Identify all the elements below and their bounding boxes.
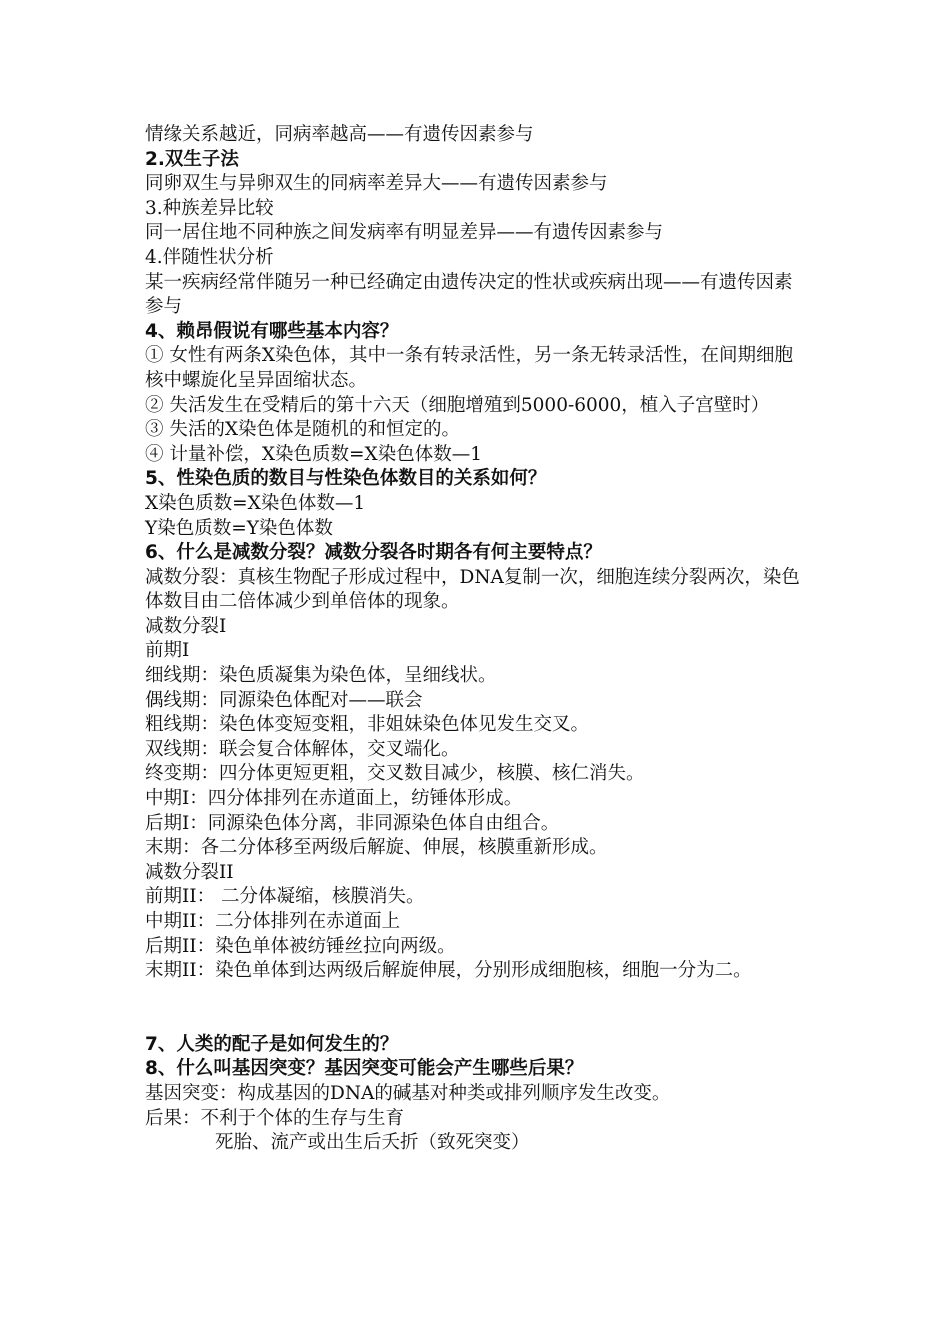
section-heading: 4、赖昂假说有哪些基本内容？ [145,320,399,342]
body-paragraph: 减数分裂：真核生物配子形成过程中，DNA复制一次，细胞连续分裂两次，染色体数目由二倍体减少到单倍体的现象。 [145,566,800,613]
section-heading: 7、人类的配子是如何发生的？ [145,1033,399,1055]
body-line: 偶线期：同源染色体配对——联会 [145,689,423,711]
body-line: ④ 计量补偿，X染色质数=X染色体数—1 [145,443,482,465]
body-line: 减数分裂Ⅰ [145,615,227,637]
body-paragraph: 末期II：染色单体到达两级后解旋伸展，分别形成细胞核，细胞一分为二。 [145,960,752,982]
body-line: 中期Ⅰ：四分体排列在赤道面上，纺锤体形成。 [145,788,523,810]
body-line: 中期II：二分体排列在赤道面上 [145,911,401,932]
body-paragraph: ① 女性有两条X染色体，其中一条有转录活性，另一条无转录活性，在间期细胞核中螺旋化呈异固缩状态。 [145,345,794,391]
blank-gap [145,984,810,1033]
body-paragraph: ② 失活发生在受精后的第十六天（细胞增殖到5000-6000，植入子宫壁时） [145,394,770,416]
body-line: 情缘关系越近，同病率越高——有遗传因素参与 [145,124,534,145]
body-line: 同卵双生与异卵双生的同病率差异大——有遗传因素参与 [145,173,608,195]
body-line: 双线期：联会复合体解体，交叉端化。 [145,738,460,760]
body-line: 前期II： 二分体凝缩，核膜消失。 [145,886,425,908]
section-heading: 8、什么叫基因突变？基因突变可能会产生哪些后果？ [145,1058,584,1080]
document-page [145,123,810,1156]
indented-line: 死胎、流产或出生后夭折（致死突变） [215,1132,530,1154]
body-line: 末期：各二分体移至两级后解旋、伸展，核膜重新形成。 [145,837,608,859]
body-line: 同一居住地不同种族之间发病率有明显差异——有遗传因素参与 [145,222,664,244]
body-line: 后期Ⅰ：同源染色体分离，非同源染色体自由组合。 [145,812,560,834]
body-line: 粗线期：染色体变短变粗，非姐妹染色体见发生交叉。 [145,714,590,736]
section-heading: 5、性染色质的数目与性染色体数目的关系如何？ [145,468,547,490]
body-line: X染色质数=X染色体数—1 [145,492,366,514]
section-heading: 2.双生子法 [145,148,239,170]
body-line: 细线期：染色质凝集为染色体，呈细线状。 [145,665,497,687]
body-line: 后果：不利于个体的生存与生育 [145,1107,405,1129]
body-line: 终变期：四分体更短更粗，交叉数目减少，核膜、核仁消失。 [145,763,645,785]
body-paragraph: 某一疾病经常伴随另一种已经确定由遗传决定的性状或疾病出现——有遗传因素参与 [145,271,793,318]
body-line: ③ 失活的X染色体是随机的和恒定的。 [145,419,461,441]
body-line: 4.伴随性状分析 [145,246,274,268]
body-line: 减数分裂II [145,861,234,883]
body-line: 3.种族差异比较 [145,197,274,219]
body-line: 后期II：染色单体被纺锤丝拉向两级。 [145,935,456,957]
body-line: 基因突变：构成基因的DNA的碱基对种类或排列顺序发生改变。 [145,1082,671,1104]
body-line: 前期Ⅰ [145,640,190,662]
body-line: Y染色质数=Y染色体数 [145,517,333,539]
section-heading: 6、什么是减数分裂？减数分裂各时期各有何主要特点？ [145,542,602,564]
